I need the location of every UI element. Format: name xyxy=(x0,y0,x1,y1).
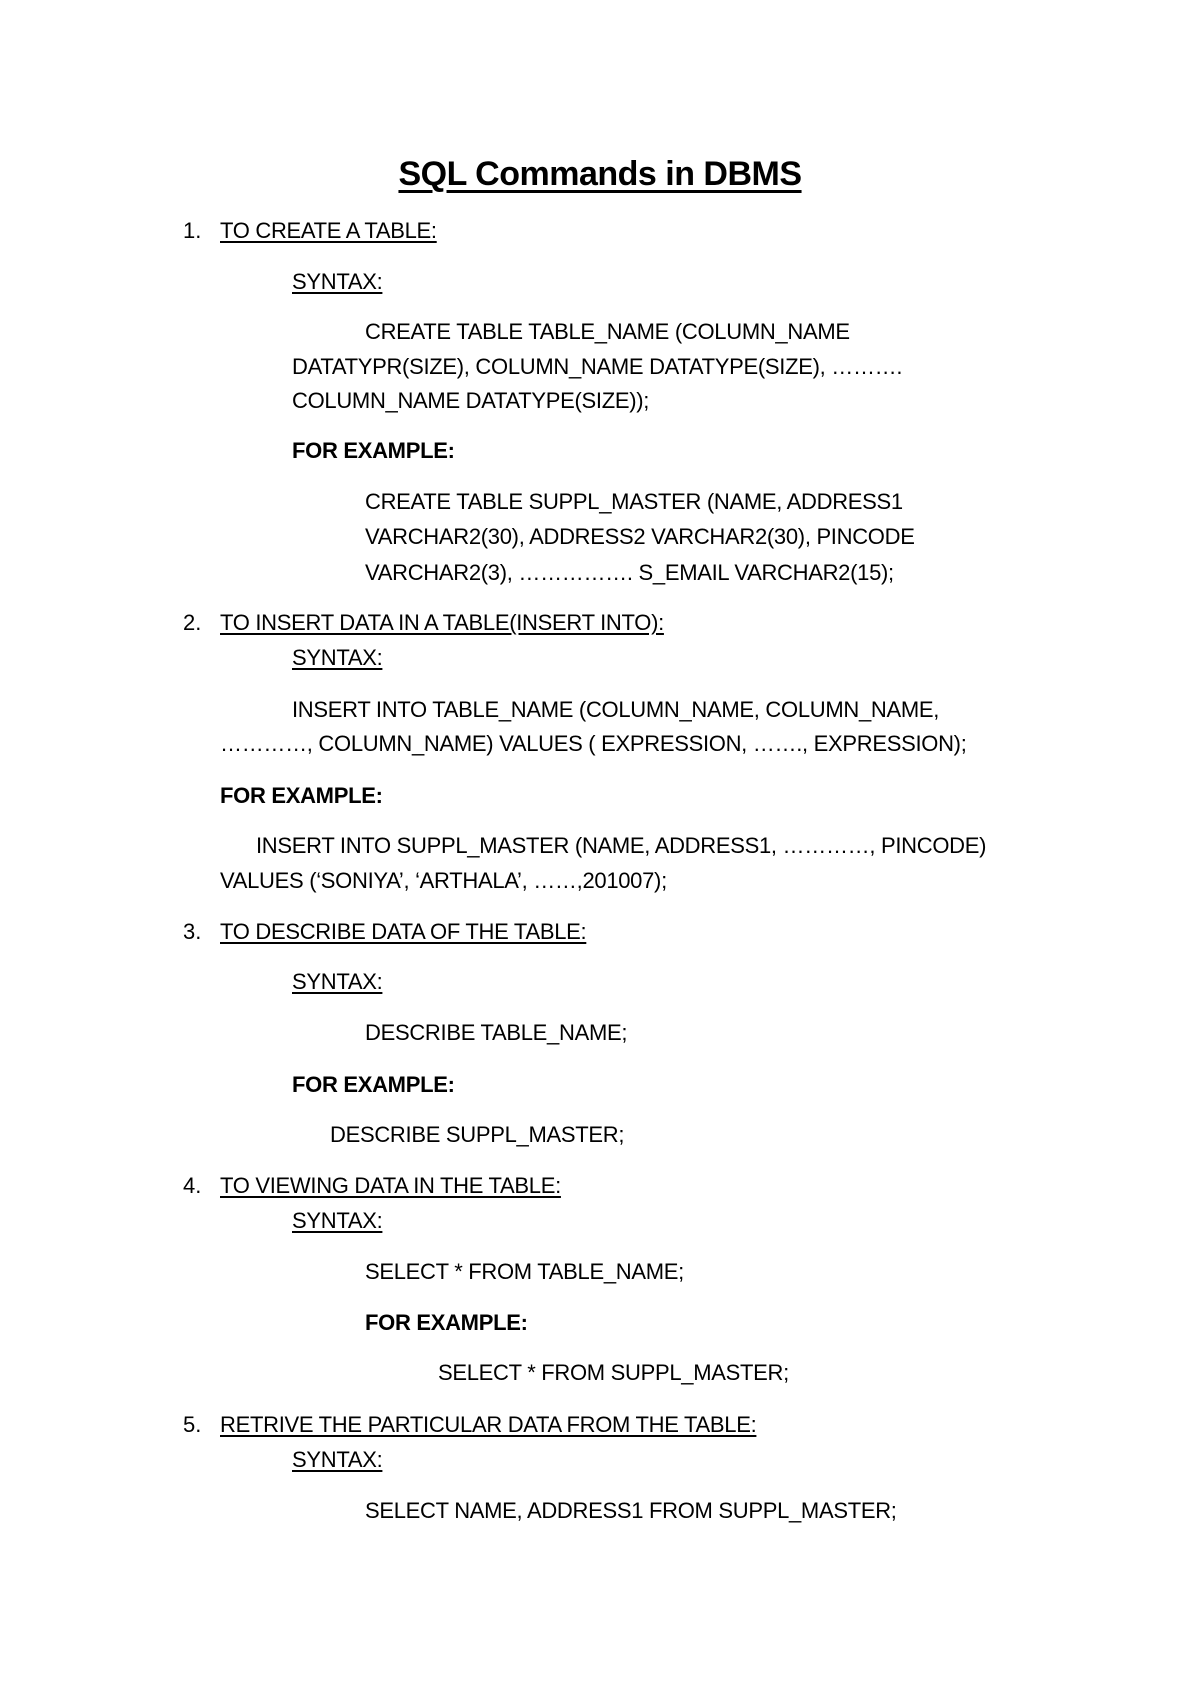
example-label: FOR EXAMPLE: xyxy=(220,783,383,808)
example-label: FOR EXAMPLE: xyxy=(292,1072,455,1097)
example-label: FOR EXAMPLE: xyxy=(292,438,455,463)
section-number: 4. xyxy=(183,1173,202,1198)
section-heading: RETRIVE THE PARTICULAR DATA FROM THE TABLE: xyxy=(220,1412,757,1437)
example-line: CREATE TABLE SUPPL_MASTER (NAME, ADDRESS1 xyxy=(365,489,903,514)
syntax-line: DESCRIBE TABLE_NAME; xyxy=(365,1020,628,1045)
document-title: SQL Commands in DBMS xyxy=(398,155,802,193)
section-heading: TO INSERT DATA IN A TABLE(INSERT INTO): xyxy=(220,610,664,635)
section-heading: TO VIEWING DATA IN THE TABLE: xyxy=(220,1173,561,1198)
syntax-label: SYNTAX: xyxy=(292,269,383,294)
syntax-line: CREATE TABLE TABLE_NAME (COLUMN_NAME xyxy=(365,319,850,344)
example-line: SELECT * FROM SUPPL_MASTER; xyxy=(438,1360,789,1385)
syntax-line: SELECT * FROM TABLE_NAME; xyxy=(365,1259,684,1284)
example-line: VARCHAR2(30), ADDRESS2 VARCHAR2(30), PINCODE xyxy=(365,524,915,549)
section-number: 5. xyxy=(183,1412,202,1437)
example-label: FOR EXAMPLE: xyxy=(365,1310,528,1335)
syntax-line: COLUMN_NAME DATATYPE(SIZE)); xyxy=(292,388,650,413)
example-line: INSERT INTO SUPPL_MASTER (NAME, ADDRESS1, …………, PINCODE) xyxy=(256,833,987,858)
section-number: 3. xyxy=(183,919,202,944)
syntax-label: SYNTAX: xyxy=(292,1208,383,1233)
syntax-line: INSERT INTO TABLE_NAME (COLUMN_NAME, COLUMN_NAME, xyxy=(292,697,940,722)
example-line: DESCRIBE SUPPL_MASTER; xyxy=(330,1122,625,1147)
section-number: 1. xyxy=(183,218,202,243)
example-line: VARCHAR2(3), ……………. S_EMAIL VARCHAR2(15); xyxy=(365,560,894,585)
section-heading: TO DESCRIBE DATA OF THE TABLE: xyxy=(220,919,587,944)
example-line: VALUES (‘SONIYA’, ‘ARTHALA’, ……,201007); xyxy=(220,868,667,893)
section-number: 2. xyxy=(183,610,202,635)
syntax-label: SYNTAX: xyxy=(292,1447,383,1472)
syntax-line: DATATYPR(SIZE), COLUMN_NAME DATATYPE(SIZE), ………. xyxy=(292,354,903,379)
syntax-line: …………, COLUMN_NAME) VALUES ( EXPRESSION, ……., EXPRESSION); xyxy=(220,731,967,756)
syntax-line: SELECT NAME, ADDRESS1 FROM SUPPL_MASTER; xyxy=(365,1498,897,1523)
syntax-label: SYNTAX: xyxy=(292,969,383,994)
syntax-label: SYNTAX: xyxy=(292,645,383,670)
section-heading: TO CREATE A TABLE: xyxy=(220,218,437,243)
